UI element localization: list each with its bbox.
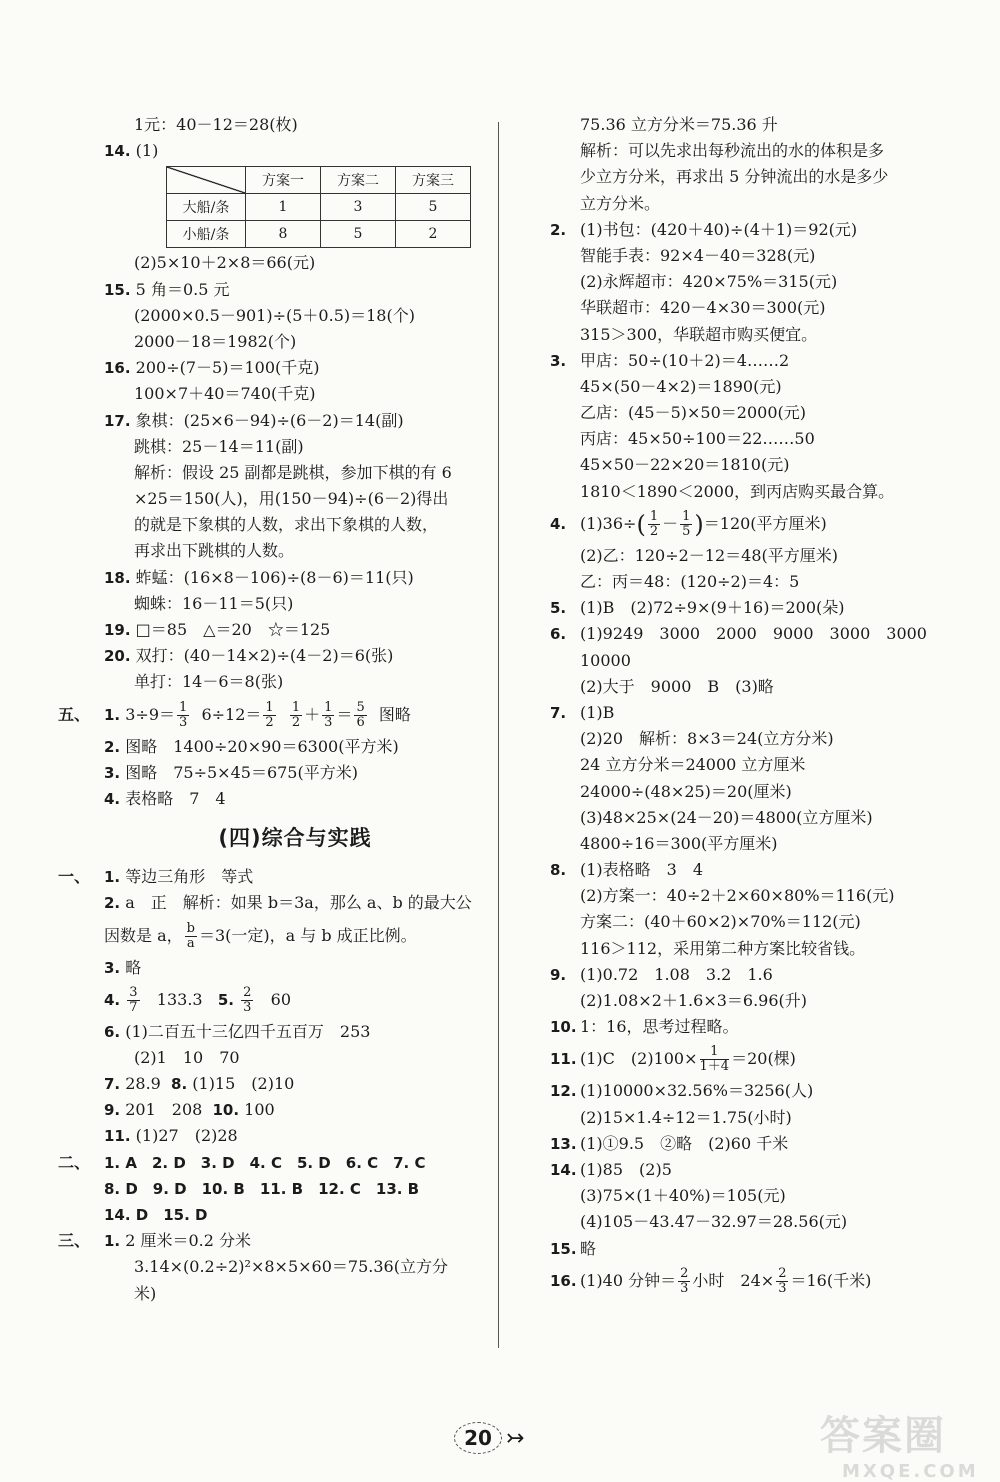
table-header: 方案一 bbox=[246, 167, 321, 194]
watermark-logo: 答案圈 MXQE.COM bbox=[820, 1413, 979, 1482]
table-row-label: 小船/条 bbox=[167, 221, 246, 248]
answer-line: (2)5×10＋2×8＝66(元) bbox=[134, 253, 316, 273]
fraction: $\frac{1}{2}$ bbox=[649, 508, 659, 539]
section-1-answer-1: 一、 1. 等边三角形 等式 bbox=[104, 864, 486, 890]
answer-line: 8. D 9. D 10. B 11. B 12. C 13. B bbox=[104, 1179, 420, 1198]
answer-15: 15. 5 角＝0.5 元 bbox=[104, 279, 230, 299]
answer-line: (2)永辉超市：420×75%＝315(元) bbox=[580, 272, 838, 292]
answer-line: 45×50－22×20＝1810(元) bbox=[580, 455, 790, 475]
answer-line: 10000 bbox=[580, 650, 631, 670]
answer-line: 75.36 立方分米＝75.36 升 bbox=[580, 115, 778, 134]
fraction: $\frac{1}{2}$ bbox=[291, 699, 301, 730]
section-label: 二、 bbox=[58, 1152, 91, 1172]
answer-line: 华联超市：420－4×30＝300(元) bbox=[580, 298, 826, 318]
answer-line: (2)20 解析：8×3＝24(立方分米) bbox=[580, 729, 834, 749]
table-corner-cell bbox=[167, 167, 246, 194]
answer-line: 116＞112，采用第二种方案比较省钱。 bbox=[580, 938, 866, 958]
answer-line: (2)1 10 70 bbox=[134, 1047, 240, 1067]
answer-5: 5. (1)B (2)72÷9×(9＋16)＝200(朵) bbox=[550, 598, 845, 618]
answer-12: 12. (1)10000×32.56%＝3256(人) bbox=[550, 1081, 814, 1101]
table-header: 方案二 bbox=[321, 167, 396, 194]
answer-line: 智能手表：92×4－40＝328(元) bbox=[580, 245, 816, 265]
section-2-answers: 二、 1. A 2. D 3. D 4. C 5. D 6. C 7. C bbox=[104, 1150, 486, 1176]
answer-15: 15. 略 bbox=[550, 1238, 597, 1258]
answer-17: 17. 象棋：(25×6－94)÷(6－2)＝14(副) bbox=[104, 410, 404, 430]
section-3-answer-1: 三、 1. 2 厘米＝0.2 分米 bbox=[104, 1228, 486, 1254]
answer-4: 4. (1)36÷( $\frac{1}{2}$ － $\frac{1}{5}$ )＝120(平方厘米) bbox=[550, 508, 827, 539]
answer-9: 9. (1)0.72 1.08 3.2 1.6 bbox=[550, 964, 773, 984]
left-column bbox=[58, 112, 486, 1307]
table-header: 方案三 bbox=[396, 167, 471, 194]
answer-line: (3)75×(1＋40%)＝105(元) bbox=[580, 1186, 786, 1206]
section-label: 三、 bbox=[58, 1231, 91, 1251]
answer-line: 14. D 15. D bbox=[104, 1206, 208, 1224]
answer-16: 16. (1)40 分钟＝ $\frac{2}{3}$ 小时 24× $\frac{2}{3}$ ＝16(千米) bbox=[550, 1265, 872, 1296]
fraction: $\frac{3}{7}$ bbox=[129, 984, 138, 1015]
section-1-answer-11: 11. (1)27 (2)28 bbox=[104, 1126, 238, 1146]
fraction: $\frac{1}{3}$ bbox=[324, 699, 333, 730]
answer-14: 14. (1)85 (2)5 bbox=[550, 1159, 672, 1179]
fraction: $\frac{5}{6}$ bbox=[356, 699, 365, 730]
section-heading: (四)综合与实践 bbox=[218, 826, 372, 851]
answer-line: 因数是 a， $\frac{b}{a}$ ＝3(一定)，a 与 b 成正比例。 bbox=[104, 920, 417, 951]
answer-line: 4800÷16＝300(平方厘米) bbox=[580, 833, 778, 853]
section-1-answer-6: 6. (1)二百五十三亿四千五百万 253 bbox=[104, 1021, 371, 1041]
answer-7: 7. (1)B bbox=[550, 702, 615, 722]
answer-line: (4)105－43.47－32.97＝28.56(元) bbox=[580, 1212, 848, 1232]
answer-line: 100×7＋40＝740(千克) bbox=[134, 384, 316, 404]
answer-line: 跳棋：25－14＝11(副) bbox=[134, 436, 304, 456]
answer-3: 3. 甲店：50÷(10＋2)＝4……2 bbox=[550, 350, 790, 370]
page-footer bbox=[440, 1418, 560, 1458]
answer-13: 13. (1)①9.5 ②略 (2)60 千米 bbox=[550, 1133, 789, 1153]
fraction: $\frac{2}{3}$ bbox=[778, 1265, 787, 1296]
fraction: $\frac{b}{a}$ bbox=[186, 920, 195, 951]
answer-16: 16. 200÷(7－5)＝100(千克) bbox=[104, 358, 320, 378]
answer-line: 2000－18＝1982(个) bbox=[134, 331, 297, 351]
answer-8: 8. (1)表格略 3 4 bbox=[550, 860, 704, 880]
answer-line: (2)1.08×2＋1.6×3＝6.96(升) bbox=[580, 991, 808, 1010]
answer-line: ×25＝150(人)，用(150－94)÷(6－2)得出 bbox=[134, 489, 449, 509]
answer-line: (2)乙：120÷2－12＝48(平方厘米) bbox=[580, 545, 838, 565]
answer-19: 19. □＝85 △＝20 ☆＝125 bbox=[104, 620, 331, 639]
column-divider bbox=[498, 122, 499, 1348]
answer-line: 乙：丙＝48：(120÷2)＝4：5 bbox=[580, 572, 800, 591]
table-row bbox=[167, 194, 471, 221]
table-cell: 2 bbox=[396, 221, 471, 248]
answer-2: 2. (1)书包：(420＋40)÷(4＋1)＝92(元) bbox=[550, 219, 858, 239]
answer-line: 315＞300，华联超市购买便宜。 bbox=[580, 324, 818, 344]
table-cell: 5 bbox=[321, 221, 396, 248]
section-label: 一、 bbox=[58, 867, 91, 887]
section-5-answer: 3. 图略 75÷5×45＝675(平方米) bbox=[104, 762, 358, 782]
answer-line: (2)15×1.4÷12＝1.75(小时) bbox=[580, 1107, 792, 1127]
answer-20: 20. 双打：(40－14×2)÷(4－2)＝6(张) bbox=[104, 646, 394, 666]
table-cell: 5 bbox=[396, 194, 471, 221]
section-1-answer-7: 7. 28.9 8. (1)15 (2)10 bbox=[104, 1074, 295, 1094]
answer-line: (2)方案一：40÷2＋2×60×80%＝116(元) bbox=[580, 886, 895, 906]
table-row bbox=[167, 221, 471, 248]
section-5-answer-1: 五、 1. 3÷9＝ $\frac{1}{3}$ 6÷12＝ $\frac{1}{2}$ $\frac{1}{2}$ ＋ $\frac{1}{3}$ ＝ $\frac{5}{6}$ 图略 bbox=[104, 696, 486, 734]
fraction: $\frac{2}{3}$ bbox=[680, 1265, 689, 1296]
answer-line: 24 立方分米＝24000 立方厘米 bbox=[580, 755, 806, 775]
answer-line: 丙店：45×50÷100＝22……50 bbox=[580, 429, 815, 449]
section-1-answer-2: 2. a 正 解析：如果 b＝3a，那么 a、b 的最大公 bbox=[104, 893, 472, 913]
answer-line: 米) bbox=[134, 1283, 157, 1303]
answer-11: 11. (1)C (2)100× $\frac{1}{1+4}$ ＝20(棵) bbox=[550, 1044, 796, 1075]
answer-line: (2000×0.5－901)÷(5＋0.5)＝18(个) bbox=[134, 305, 415, 325]
answer-line: 24000÷(48×25)＝20(厘米) bbox=[580, 781, 792, 801]
table-cell: 8 bbox=[246, 221, 321, 248]
answer-10: 10. 1：16，思考过程略。 bbox=[550, 1017, 739, 1037]
fraction: $\frac{1}{2}$ bbox=[265, 699, 274, 730]
answer-6: 6. (1)9249 3000 2000 9000 3000 3000 bbox=[550, 624, 927, 644]
answer-line: 45×(50－4×2)＝1890(元) bbox=[580, 376, 782, 396]
answer-line: 3.14×(0.2÷2)²×8×5×60＝75.36(立方分 bbox=[134, 1257, 448, 1277]
fraction: $\frac{1}{3}$ bbox=[179, 699, 188, 730]
section-1-answer-9: 9. 201 208 10. 100 bbox=[104, 1100, 275, 1120]
answer-line: 少立方分米，再求出 5 分钟流出的水是多少 bbox=[580, 167, 889, 187]
page-number: 20 bbox=[454, 1422, 502, 1454]
answer-line: 乙店：(45－5)×50＝2000(元) bbox=[580, 403, 806, 423]
section-5-answer: 2. 图略 1400÷20×90＝6300(平方米) bbox=[104, 736, 399, 756]
answer-line: 再求出下跳棋的人数。 bbox=[134, 541, 295, 561]
table-cell: 3 bbox=[321, 194, 396, 221]
answer-14: 14. (1) bbox=[104, 141, 159, 161]
fraction: $\frac{1}{5}$ bbox=[682, 508, 691, 539]
answer-line: 蜘蛛：16－11＝5(只) bbox=[134, 593, 294, 613]
answer-line: (3)48×25×(24－20)＝4800(立方厘米) bbox=[580, 807, 873, 827]
section-5-answer: 4. 表格略 7 4 bbox=[104, 788, 226, 808]
plan-table bbox=[166, 166, 471, 248]
answer-line: 解析：假设 25 副都是跳棋，参加下棋的有 6 bbox=[134, 462, 452, 482]
section-label: 五、 bbox=[58, 704, 91, 724]
answer-line: 1810＜1890＜2000，到丙店购买最合算。 bbox=[580, 481, 895, 501]
table-row-label: 大船/条 bbox=[167, 194, 246, 221]
answer-line: (2)大于 9000 B (3)略 bbox=[580, 676, 774, 696]
answer-line: 方案二：(40＋60×2)×70%＝112(元) bbox=[580, 912, 861, 932]
answer-line: 的就是下象棋的人数，求出下象棋的人数， bbox=[134, 515, 439, 535]
right-column bbox=[550, 112, 927, 1300]
section-1-answer-4: 4. $\frac{3}{7}$ 133.3 5. $\frac{2}{3}$ 60 bbox=[104, 984, 291, 1015]
answer-line: 单打：14－6＝8(张) bbox=[134, 672, 284, 692]
answer-18: 18. 蚱蜢：(16×8－106)÷(8－6)＝11(只) bbox=[104, 567, 414, 587]
answer-line: 解析：可以先求出每秒流出的水的体积是多 bbox=[580, 141, 885, 161]
answer-line: 立方分米。 bbox=[580, 193, 661, 213]
fraction: $\frac{2}{3}$ bbox=[243, 984, 252, 1015]
answer-line: 1元：40－12＝28(枚) bbox=[134, 115, 298, 134]
fraction: $\frac{1}{1+4}$ bbox=[699, 1044, 730, 1075]
arrow-right-icon: ↣ bbox=[506, 1426, 525, 1451]
table-cell: 1 bbox=[246, 194, 321, 221]
section-1-answer-3: 3. 略 bbox=[104, 957, 142, 977]
